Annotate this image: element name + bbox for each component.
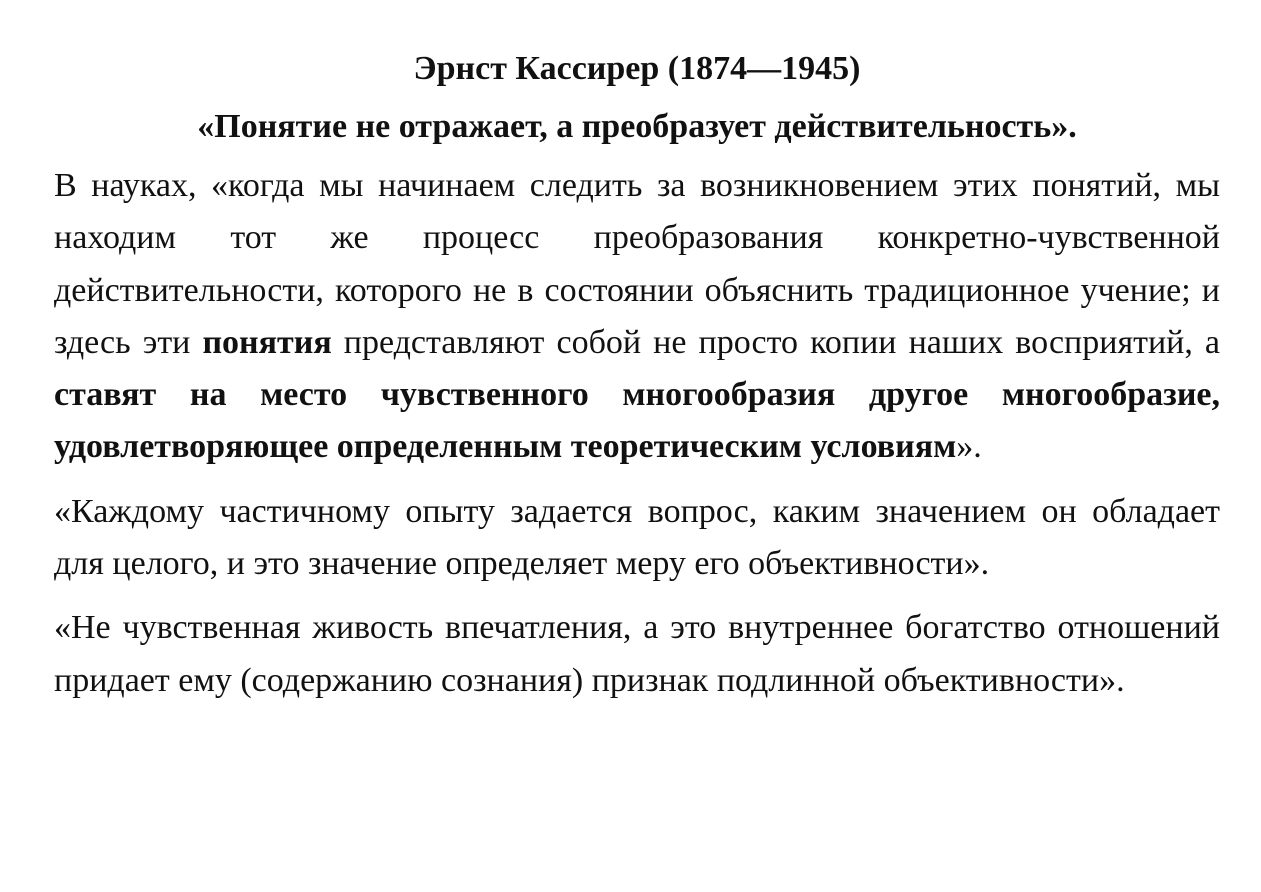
paragraph-1 bbox=[54, 160, 1220, 474]
document-subtitle: «Понятие не отражает, а преобразует действительность». bbox=[197, 108, 1077, 145]
paragraph-1-bold-2: ставят на место чувственного многообразия другое многообразие, удовлетворяющее определенным теоретическим условиям bbox=[54, 376, 1220, 466]
paragraph-3: «Не чувственная живость впечатления, а это внутреннее богатство отношений придает ему (содержанию сознания) признак подлинной объективности». bbox=[54, 609, 1220, 699]
paragraph-1-text-3: ». bbox=[956, 428, 982, 466]
paragraph-1-bold-1: понятия bbox=[202, 323, 332, 361]
paragraph-1-text-2: представляют собой не просто копии наших восприятий, а bbox=[331, 323, 1221, 361]
document-title: Эрнст Кассирер (1874—1945) bbox=[413, 50, 861, 87]
document-page bbox=[54, 40, 1220, 707]
paragraph-2: «Каждому частичному опыту задается вопрос, каким значением он обладает для целого, и это значение определяет меру его объективности». bbox=[54, 492, 1220, 583]
paragraph-1-text-1: В науках, «когда мы начинаем следить за возникновением этих понятий, мы находим тот же процесс преобразования конкретно-чувственной действительности, которого не в состоянии объяснить традиционное учение; и здесь эти bbox=[54, 167, 1220, 361]
